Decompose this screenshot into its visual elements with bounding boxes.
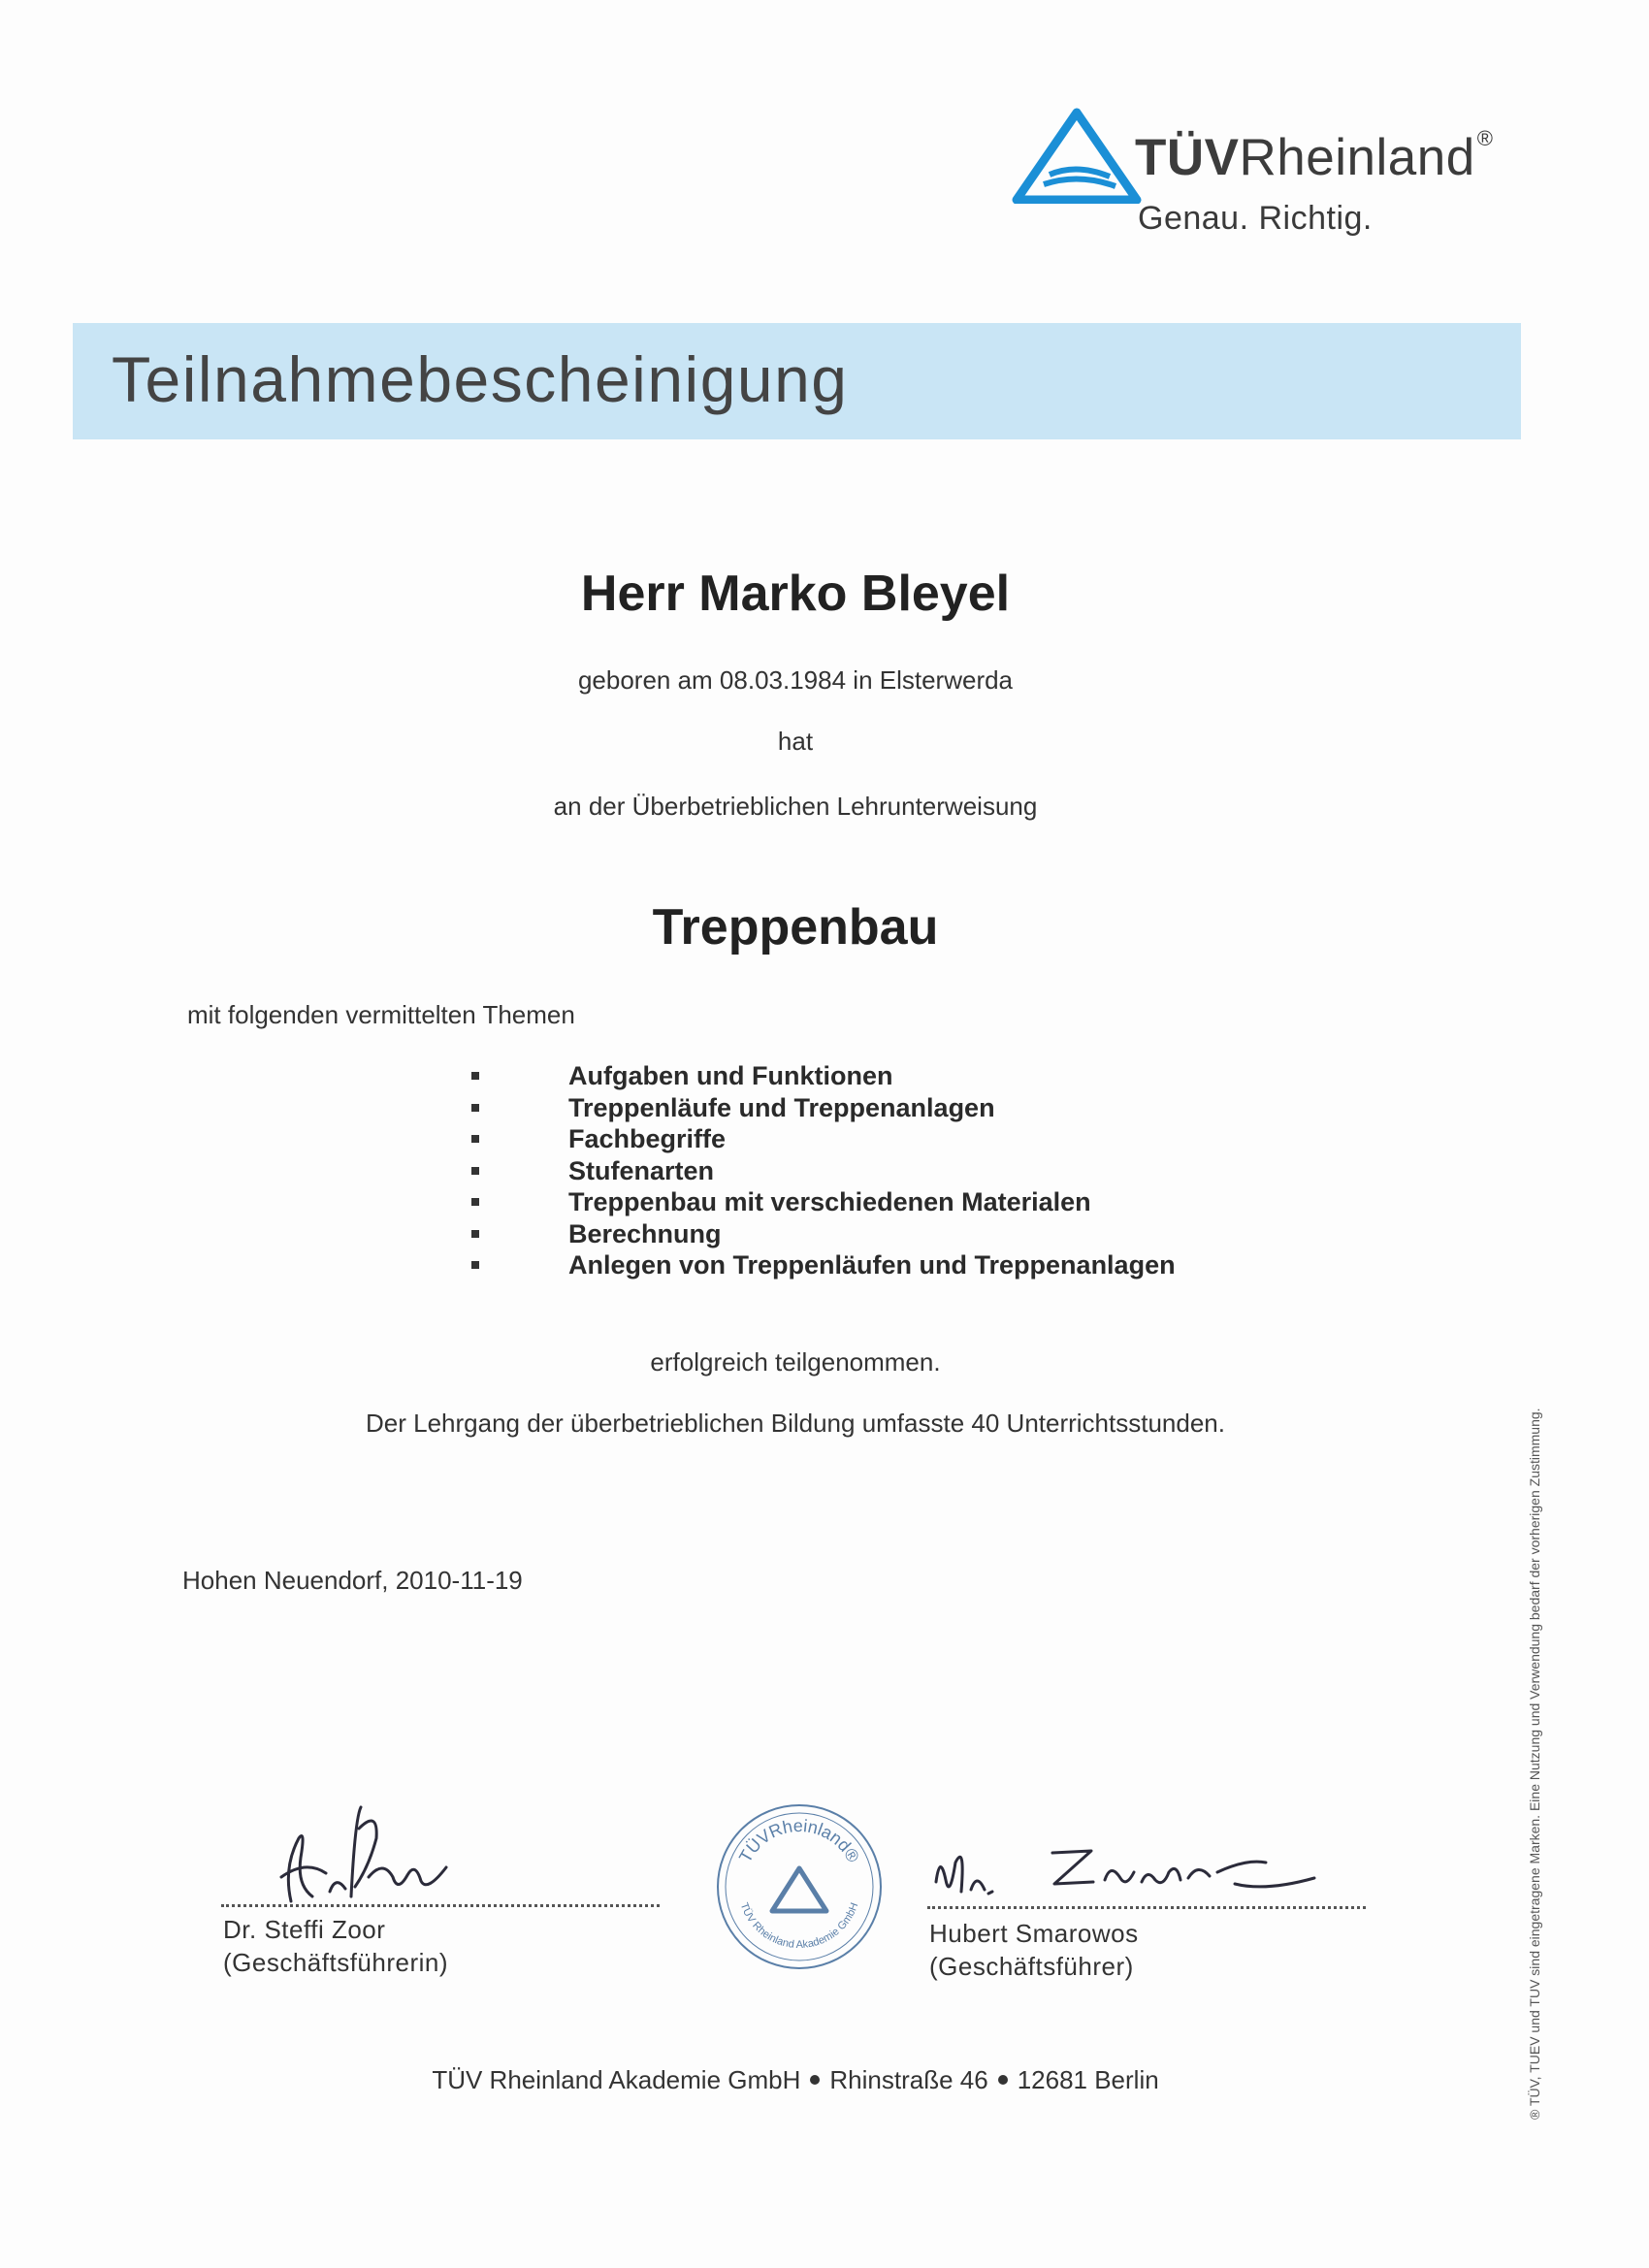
course-intro: an der Überbetrieblichen Lehrunterweisung [553, 792, 1038, 821]
footer-address [0, 2065, 1591, 2095]
success-line: erfolgreich teilgenommen. [650, 1347, 941, 1377]
company-stamp [715, 1802, 884, 1971]
svg-text:TÜV Rheinland Akademie GmbH: TÜV Rheinland Akademie GmbH [737, 1900, 861, 1952]
bullet-dot [998, 2075, 1008, 2085]
list-item: Treppenläufe und Treppenanlagen [466, 1093, 1176, 1125]
footer-street: Rhinstraße 46 [829, 2065, 988, 2094]
hat-line: hat [777, 727, 814, 756]
tuv-triangle-icon [1009, 107, 1145, 204]
list-item: Treppenbau mit verschiedenen Materialen [466, 1187, 1176, 1219]
bullet-dot [810, 2075, 820, 2085]
list-item: Stufenarten [466, 1156, 1176, 1188]
trademark-note: ® TÜV, TUEV und TUV sind eingetragene Marken. Eine Nutzung und Verwendung bedarf der vorherigen Zustimmung. [1527, 1408, 1542, 2120]
tuv-logo [1009, 107, 1533, 252]
list-item: Aufgaben und Funktionen [466, 1061, 1176, 1093]
certificate-title: Teilnahmebescheinigung [112, 343, 849, 415]
recipient-name: Herr Marko Bleyel [580, 566, 1011, 622]
handwritten-signature-right [926, 1833, 1324, 1911]
signature-line-left [221, 1904, 660, 1907]
logo-brand: TÜVRheinland® [1135, 126, 1494, 186]
footer-city: 12681 Berlin [1017, 2065, 1159, 2094]
signer-name-left: Dr. Steffi Zoor [223, 1915, 386, 1944]
list-item: Berechnung [466, 1219, 1176, 1251]
course-name: Treppenbau [652, 899, 939, 956]
signature-line-right [927, 1906, 1366, 1909]
birth-line: geboren am 08.03.1984 in Elsterwerda [577, 665, 1014, 695]
topics-intro: mit folgenden vermittelten Themen [187, 1000, 575, 1029]
list-item: Fachbegriffe [466, 1124, 1176, 1156]
topics-list [466, 1061, 1176, 1282]
signer-role-left: (Geschäftsführerin) [223, 1948, 449, 1977]
signer-name-right: Hubert Smarowos [929, 1919, 1139, 1948]
handwritten-signature-left [262, 1799, 456, 1916]
hours-line: Der Lehrgang der überbetrieblichen Bildung umfasste 40 Unterrichtsstunden. [366, 1409, 1225, 1438]
list-item: Anlegen von Treppenläufen und Treppenanlagen [466, 1250, 1176, 1282]
footer-company: TÜV Rheinland Akademie GmbH [432, 2065, 801, 2094]
place-date: Hohen Neuendorf, 2010-11-19 [182, 1566, 523, 1595]
svg-text:TÜVRheinland®: TÜVRheinland® [734, 1815, 863, 1866]
logo-slogan: Genau. Richtig. [1138, 200, 1373, 237]
signer-role-right: (Geschäftsführer) [929, 1952, 1134, 1981]
